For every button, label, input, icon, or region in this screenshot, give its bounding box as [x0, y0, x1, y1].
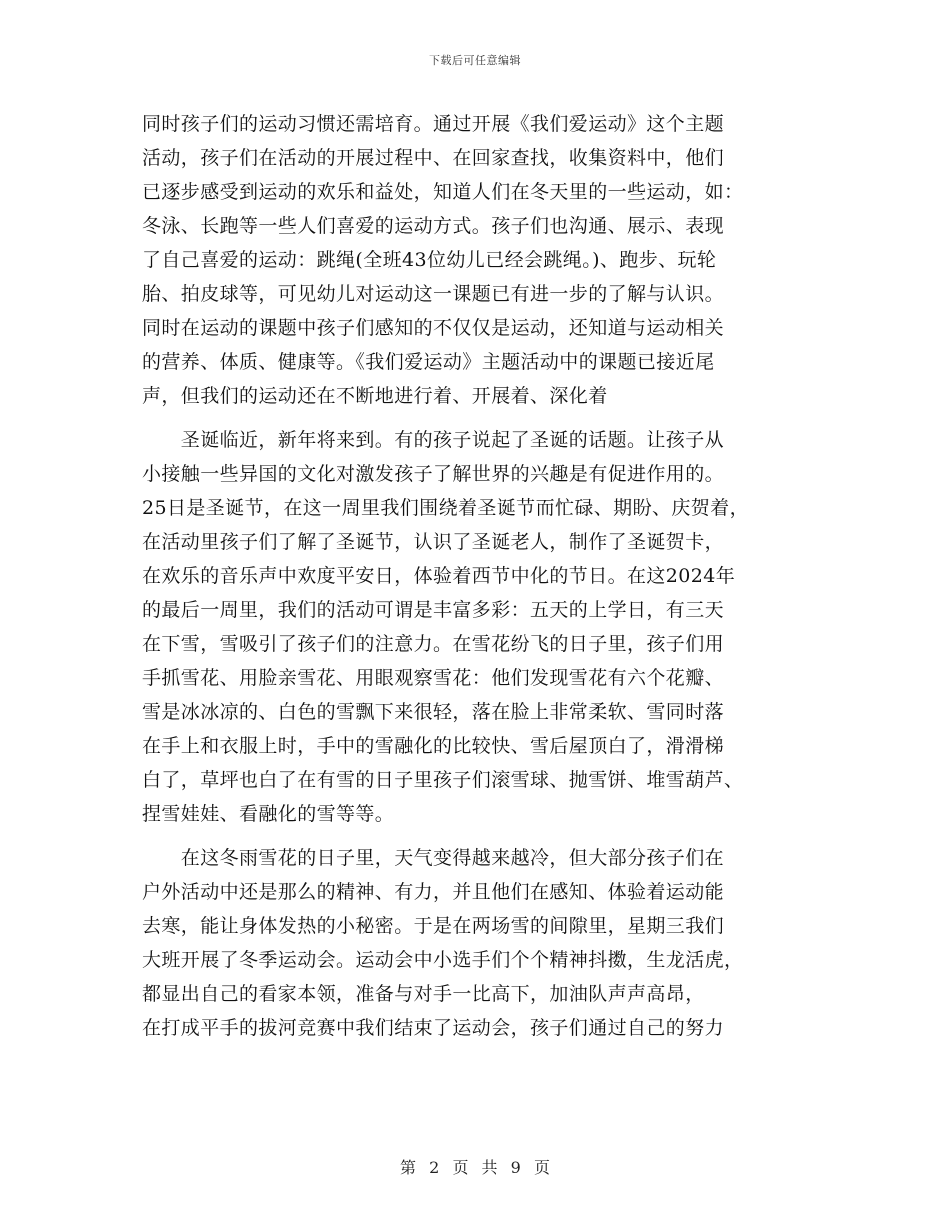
- paragraph-3: [142, 841, 812, 1045]
- text-line: 在下雪，雪吸引了孩子们的注意力。在雪花纷飞的日子里，孩子们用: [142, 633, 725, 655]
- text-line: 小接触一些异国的文化对激发孩子了解世界的兴趣是有促进作用的。: [142, 463, 725, 485]
- page-footer: [0, 1155, 950, 1178]
- text-line: 的营养、体质、健康等。《我们爱运动》主题活动中的课题已接近尾: [142, 351, 715, 373]
- paragraph-gap: [142, 413, 812, 423]
- page-number: 2: [429, 1158, 440, 1177]
- text-line: 的最后一周里，我们的活动可谓是丰富多彩：五天的上学日，有三天: [142, 599, 725, 621]
- text-line: 在手上和衣服上时，手中的雪融化的比较快、雪后屋顶白了，滑滑梯: [142, 735, 725, 757]
- text-line: 同时在运动的课题中孩子们感知的不仅仅是运动，还知道与运动相关: [142, 317, 725, 339]
- text-line: 捏雪娃娃、看融化的雪等等。: [142, 803, 395, 825]
- footer-gong: 共: [481, 1158, 498, 1177]
- page-header-note: 下载后可任意编辑: [429, 54, 521, 67]
- page-total: 9: [510, 1158, 521, 1177]
- text-line: 胎、拍皮球等，可见幼儿对运动这一课题已有进一步的了解与认识。: [142, 283, 725, 305]
- text-line: 白了，草坪也白了在有雪的日子里孩子们滚雪球、抛雪饼、堆雪葫芦、: [142, 769, 744, 791]
- footer-ye: 页: [452, 1158, 469, 1177]
- text-line: 已逐步感受到运动的欢乐和益处，知道人们在冬天里的一些运动，如：: [142, 181, 744, 203]
- text-line: 大班开展了冬季运动会。运动会中小选手们个个精神抖擞，生龙活虎，: [142, 949, 744, 971]
- text-line: 雪是冰冰凉的、白色的雪飘下来很轻，落在脸上非常柔软、雪同时落: [142, 701, 725, 723]
- text-line: 声，但我们的运动还在不断地进行着、开展着、深化着: [142, 385, 608, 407]
- paragraph-gap: [142, 831, 812, 841]
- text-line: 在打成平手的拔河竞赛中我们结束了运动会，孩子们通过自己的努力: [142, 1017, 725, 1039]
- text-line: 圣诞临近，新年将来到。有的孩子说起了圣诞的话题。让孩子从: [142, 429, 725, 451]
- document-body: [142, 107, 812, 1045]
- text-line: 在这冬雨雪花的日子里，天气变得越来越冷，但大部分孩子们在: [142, 847, 725, 869]
- text-line: 户外活动中还是那么的精神、有力，并且他们在感知、体验着运动能: [142, 881, 725, 903]
- paragraph-2: [142, 423, 812, 831]
- footer-di: 第: [400, 1158, 417, 1177]
- text-line: 在活动里孩子们了解了圣诞节，认识了圣诞老人，制作了圣诞贺卡，: [142, 531, 725, 553]
- text-line: 活动，孩子们在活动的开展过程中、在回家查找，收集资料中，他们: [142, 147, 725, 169]
- text-line: 同时孩子们的运动习惯还需培育。通过开展《我们爱运动》这个主题: [142, 113, 725, 135]
- paragraph-1: [142, 107, 812, 413]
- text-line: 了自己喜爱的运动：跳绳(全班43位幼儿已经会跳绳。)、跑步、玩轮: [142, 249, 717, 271]
- text-line: 25日是圣诞节，在这一周里我们围绕着圣诞节而忙碌、期盼、庆贺着，: [142, 497, 749, 519]
- text-line: 去寒，能让身体发热的小秘密。于是在两场雪的间隙里，星期三我们: [142, 915, 725, 937]
- text-line: 冬泳、长跑等一些人们喜爱的运动方式。孩子们也沟通、展示、表现: [142, 215, 725, 237]
- text-line: 在欢乐的音乐声中欢度平安日，体验着西节中化的节日。在这2024年: [142, 565, 736, 587]
- footer-ye2: 页: [533, 1158, 550, 1177]
- text-line: 手抓雪花、用脸亲雪花、用眼观察雪花：他们发现雪花有六个花瓣、: [142, 667, 725, 689]
- text-line: 都显出自己的看家本领，准备与对手一比高下，加油队声声高昂，: [142, 983, 705, 1005]
